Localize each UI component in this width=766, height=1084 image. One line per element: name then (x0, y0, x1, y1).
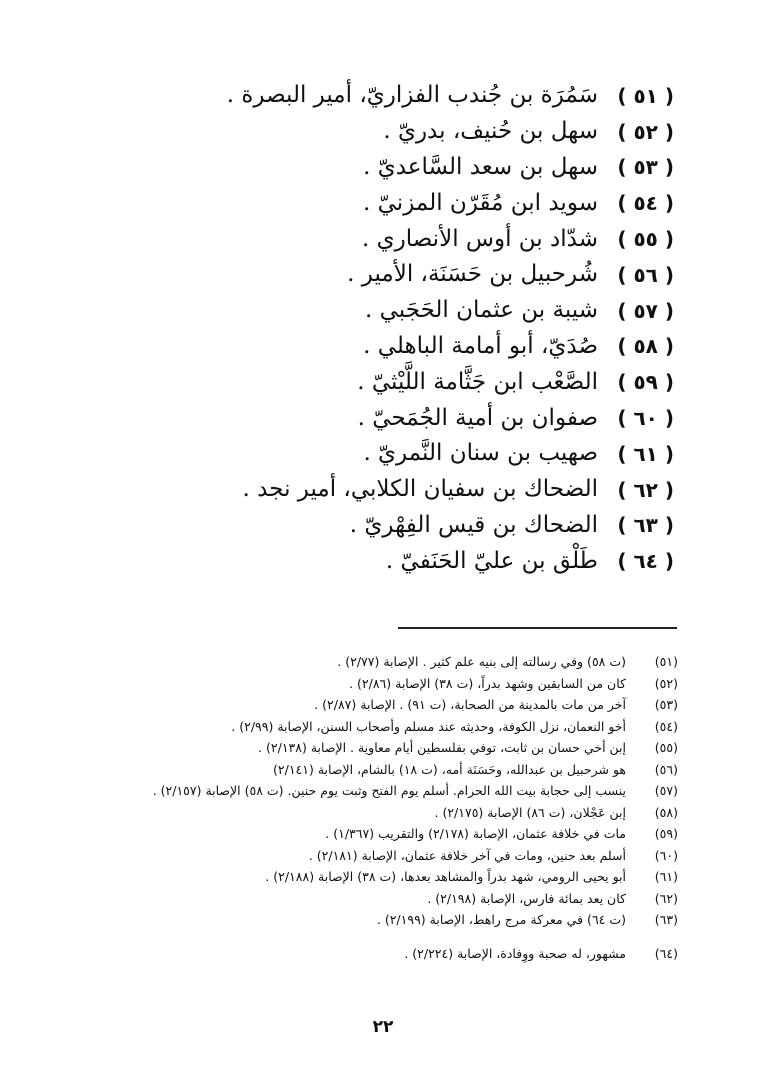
list-item (154, 257, 674, 293)
footnote-number: (٥١) (654, 654, 678, 669)
footnote-text: كان يعد بمائة فارس، الإصابة (٢/١٩٨) . (427, 890, 626, 906)
entry-name: صُدَيّ، أبو أمامة الباهلي . (363, 332, 598, 359)
entry-name: شيبة بن عثمان الحَجَبي . (364, 297, 598, 324)
footnote-number: (٦٣) (654, 912, 678, 927)
footnote (98, 737, 678, 759)
footnote-text: كان من السابقين وشهد بدراً، (ت ٣٨) الإصابة (٢/٨٦) . (349, 675, 626, 691)
footnote-number: (٥٢) (654, 675, 678, 691)
footnote-text: آخر من مات بالمدينة من الصحابة، (ت ٩١) . الإصابة (٢/٨٧) . (314, 697, 626, 712)
list-item (154, 543, 674, 579)
list-item (154, 185, 674, 221)
list-item (154, 150, 674, 186)
footnote-number: (٥٧) (654, 783, 678, 798)
footnote (98, 780, 678, 802)
footnote-number: (٥٦) (654, 761, 678, 777)
footnote-text: مات في خلافة عثمان، الإصابة (٢/١٧٨) والتقريب (١/٣٦٧) . (325, 826, 626, 841)
list-item (154, 508, 674, 544)
footnote (98, 888, 678, 910)
footnote-text: ينسب إلى حجابة بيت الله الحرام. أسلم يوم الفتح وثبت يوم حنين. (ت ٥٨) الإصابة (٢/١٥٧) . (152, 783, 626, 798)
footnote-number: (٥٤) (654, 718, 678, 734)
entry-number: ( ٦١ ) (617, 441, 674, 466)
footnote-number: (٦١) (654, 869, 678, 884)
footnote-text: أبو يحيى الرومي، شهد بدراً والمشاهد بعدها، (ت ٣٨) الإصابة (٢/١٨٨) . (265, 869, 626, 884)
entry-number: ( ٥٧ ) (617, 298, 674, 323)
entry-name: سهل بن حُنيف، بدريّ . (383, 118, 598, 145)
footnote (98, 716, 678, 738)
list-item (154, 364, 674, 400)
footnote (98, 673, 678, 695)
entry-number: ( ٥١ ) (617, 83, 674, 108)
footnote-text: هو شرحبيل بن عبدالله، وحَسَنَة أمه، (ت ١٨) بالشام، الإصابة (٢/١٤١) (273, 761, 626, 777)
footnote-text: مشهور، له صحبة ووِفادة، الإصابة (٢/٢٢٤) . (404, 945, 626, 961)
list-item (154, 329, 674, 365)
entry-number: ( ٥٣ ) (617, 155, 674, 180)
footnote (98, 694, 678, 716)
footnote (98, 802, 678, 824)
footnote-text: (ت ٥٨) وفي رسالته إلى بنيه علم كثير . الإصابة (٢/٧٧) . (337, 654, 626, 669)
footnote-number: (٥٥) (654, 740, 678, 755)
footnote-text: أخو النعمان، نزل الكوفة، وحديثه عند مسلم وأصحاب السنن، الإصابة (٢/٩٩) . (231, 718, 626, 734)
list-item (154, 78, 674, 114)
footnote-text: أسلم بعد حنين، ومات في آخر خلافة عثمان، الإصابة (٢/١٨١) . (308, 847, 626, 863)
footnote (98, 823, 678, 845)
footnote (98, 759, 678, 781)
page-number: ٢٢ (372, 1017, 394, 1037)
footnote-text: إبن عَجْلان، (ت ٨٦) الإصابة (٢/١٧٥) . (434, 804, 626, 820)
companions-list (154, 78, 674, 579)
entry-number: ( ٥٥ ) (617, 227, 674, 252)
entry-number: ( ٥٤ ) (617, 191, 674, 216)
list-item (154, 472, 674, 508)
footnote-number: (٦٤) (654, 945, 678, 961)
list-item (154, 400, 674, 436)
footnote-number: (٥٨) (654, 804, 678, 820)
entry-name: صفوان بن أمية الجُمَحيّ . (357, 404, 598, 431)
footnote-text: إبن أخي حسان بن ثابت، توفي بفلسطين أيام معاوية . الإصابة (٢/١٣٨) . (258, 740, 626, 755)
entry-name: سويد ابن مُقَرّن المزنيّ . (363, 189, 598, 216)
list-item (154, 293, 674, 329)
entry-number: ( ٥٩ ) (617, 370, 674, 395)
entry-name: سَمُرَة بن جُندب الفزاريّ، أمير البصرة . (226, 82, 598, 109)
entry-number: ( ٥٨ ) (617, 334, 674, 359)
footnote-text: (ت ٦٤) في معركة مرج راهط، الإصابة (٢/١٩٩) . (376, 912, 626, 927)
entry-name: الضحاك بن سفيان الكلابي، أمير نجد . (242, 476, 598, 503)
footnote (98, 651, 678, 673)
list-item (154, 114, 674, 150)
entry-number: ( ٥٦ ) (617, 262, 674, 287)
footnote (98, 943, 678, 965)
entry-name: صهيب بن سنان النَّمريّ . (363, 440, 598, 467)
entry-number: ( ٦٠ ) (617, 406, 674, 431)
list-item (154, 221, 674, 257)
entry-name: شُرحبيل بن حَسَنَة، الأمير . (347, 261, 598, 288)
entry-name: الضحاك بن قيس الفِهْريّ . (349, 511, 598, 538)
entry-name: سهل بن سعد السَّاعديّ . (363, 153, 598, 180)
entry-name: طَلْق بن عليّ الحَنَفيّ . (385, 547, 598, 574)
entry-name: شدّاد بن أوس الأنصاري . (362, 225, 598, 252)
entry-number: ( ٦٤ ) (617, 549, 674, 574)
footnote-divider (398, 627, 677, 629)
footnote-number: (٥٣) (654, 697, 678, 712)
footnote-number: (٦٠) (654, 847, 678, 863)
entry-number: ( ٦٣ ) (617, 513, 674, 538)
footnote (98, 845, 678, 867)
footnote-number: (٦٢) (654, 890, 678, 906)
footnote (98, 909, 678, 931)
entry-name: الصَّعْب ابن جَثَّامة اللَّيْثيّ . (357, 368, 598, 395)
footnote-number: (٥٩) (654, 826, 678, 841)
entry-number: ( ٦٢ ) (617, 477, 674, 502)
footnote (98, 866, 678, 888)
entry-number: ( ٥٢ ) (617, 119, 674, 144)
list-item (154, 436, 674, 472)
footnotes (98, 651, 678, 964)
